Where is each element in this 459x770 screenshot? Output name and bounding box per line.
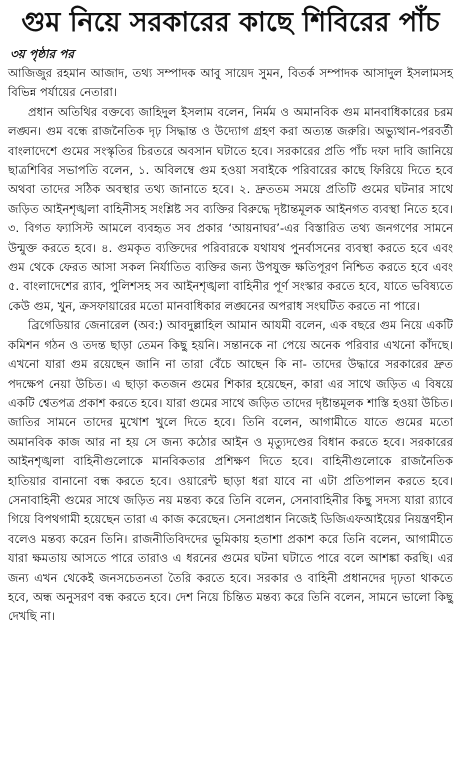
article-headline: গুম নিয়ে সরকারের কাছে শিবিরের পাঁচ	[21, 7, 440, 38]
article-paragraph-1: আজিজুর রহমান আজাদ, তথ্য সম্পাদক আবু সায়েদ সুমন, বিতর্ক সম্পাদক আসাদুল ইসলামসহ বিভিন্ন পর্যায়ের নেতারা।	[8, 66, 453, 100]
continuation-label: ৩য় পৃষ্ঠার পর	[10, 47, 75, 61]
article-paragraph-2: প্রধান অতিথির বক্তব্যে জাহিদুল ইসলাম বলেন, নির্মম ও অমানবিক গুম মানবাধিকারের চরম লঙ্ঘন। গুম বন্ধে রাজনৈতিক দৃঢ় সিদ্ধান্ত ও উদ্যোগ গ্রহণ করা অত্যন্ত জরুরি। অভ্যুত্থান-পরবর্তী বাংলাদেশে গুমের সংস্কৃতির চিরতরে অবসান ঘটাতে হবে। সরকারের প্রতি পাঁচ দফা দাবি জানিয়ে ছাত্রশিবির সভাপতি বলেন, ১. অবিলম্বে গুম হওয়া সবাইকে পরিবারের কাছে ফিরিয়ে দিতে হবে অথবা তাদের সঠিক অবস্থার তথ্য জানাতে হবে। ২. দ্রুততম সময়ে প্রতিটি গুমের ঘটনার সাথে জড়িত আইনশৃঙ্খলা বাহিনীসহ সংশ্লিষ্ট সব ব্যক্তির বিরুদ্ধে দৃষ্টান্তমূলক আইনগত ব্যবস্থা নিতে হবে। ৩. বিগত ফ্যাসিস্ট আমলে ব্যবহৃত সব প্রকার ‘আয়নাঘর’-এর বিস্তারিত তথ্য জনগণের সামনে উন্মুক্ত করতে হবে। ৪. গুমকৃত ব্যক্তিদের পরিবারকে যথাযথ পুনর্বাসনের ব্যবস্থা করতে হবে এবং গুম থেকে ফেরত আসা সকল নির্যাতিত ব্যক্তির জন্য উপযুক্ত ক্ষতিপূরণ নিশ্চিত করতে হবে এবং ৫. বাংলাদেশের র‌্যাব, পুলিশসহ সব আইনশৃঙ্খলা বাহিনীর পূর্ণ সংস্কার করতে হবে, যাতে ভবিষ্যতে কেউ গুম, খুন, ক্রসফায়ারের মতো মানবাধিকার লঙ্ঘনের অপরাধ সংঘটিত করতে না পারে।	[8, 104, 453, 313]
article-paragraph-3: ব্রিগেডিয়ার জেনারেল (অব:) আবদুল্লাহিল আমান আযমী বলেন, এক বছরে গুম নিয়ে একটি কমিশন গঠন ও তদন্ত ছাড়া তেমন কিছু হয়নি। সন্তানকে না পেয়ে অনেক পরিবার এখনো কাঁদছে। এখনো যারা গুম রয়েছেন জানি না তারা বেঁচে আছেন কি না- তাদের উদ্ধারে সরকারের দ্রুত পদক্ষেপ নেয়া উচিত। এ ছাড়া কতজন গুমের শিকার হয়েছেন, কারা এর সাথে জড়িত এ বিষয়ে একটি শ্বেতপত্র প্রকাশ করতে হবে। যারা গুমের সাথে জড়িত তাদের দৃষ্টান্তমূলক শাস্তি হওয়া উচিত। জাতির সামনে তাদের মুখোশ খুলে দিতে হবে। তিনি বলেন, আগামীতে যাতে গুমের মতো অমানবিক কাজ আর না হয় সে জন্য কঠোর আইন ও মৃত্যুদণ্ডের বিধান করতে হবে। সরকারের আইনশৃঙ্খলা বাহিনীগুলোকে মানবিকতার প্রশিক্ষণ দিতে হবে। বাহিনীগুলোকে রাজনৈতিক হাতিয়ার বানানো বন্ধ করতে হবে। ওয়ারেন্ট ছাড়া ধরা যাবে না এটা প্রতিপালন করতে হবে। সেনাবাহিনী গুমের সাথে জড়িত নয় মন্তব্য করে তিনি বলেন, সেনাবাহিনীর কিছু সদস্য যারা র‌্যাবে গিয়ে বিপথগামী হয়েছেন তারা এ কাজ করেছেন। সেনাপ্রধান নিজেই ডিজিএফআইয়ের নিয়ন্ত্রণহীন বলেও মন্তব্য করেন তিনি। রাজনীতিবিদদের ভূমিকায় হতাশা প্রকাশ করে তিনি বলেন, আগামীতে যারা ক্ষমতায় আসতে পারে তারাও এ ধরনের গুমের ঘটনা ঘটাতে পারে বলে আশঙ্কা করছি। এর জন্য এখন থেকেই জনসচেতনতা তৈরি করতে হবে। সরকার ও বাহিনী প্রধানদের দৃঢ়তা থাকতে হবে, অন্ধ অনুসরণ বন্ধ করতে হবে। দেশ নিয়ে চিন্তিত মন্তব্য করে তিনি বলেন, সামনে ভালো কিছু দেখছি না।	[8, 318, 453, 624]
